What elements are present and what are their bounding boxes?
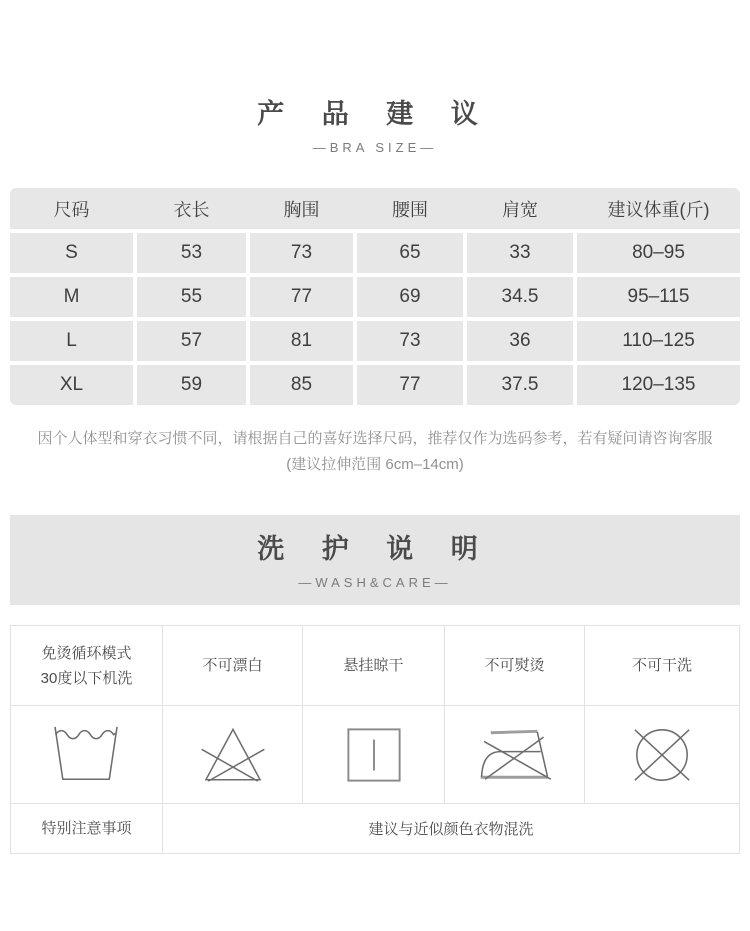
size-cell: 95–115 <box>577 277 740 317</box>
size-table-header-weight: 建议体重(斤) <box>607 199 710 220</box>
size-cell: 77 <box>357 365 463 405</box>
size-cell: 57 <box>137 321 246 361</box>
size-cell: 65 <box>357 233 463 273</box>
care-label-machine-wash: 免烫循环模式 30度以下机洗 <box>11 626 163 706</box>
size-cell: 73 <box>250 233 353 273</box>
care-table <box>10 625 740 854</box>
wash-tub-icon <box>11 706 163 804</box>
size-cell: 34.5 <box>467 277 573 317</box>
size-cell: 81 <box>250 321 353 361</box>
size-table-header-row <box>10 188 740 229</box>
care-footer-label: 特别注意事项 <box>11 804 163 853</box>
size-table-header-shoulder: 肩宽 <box>502 199 538 220</box>
size-table-header-length: 衣长 <box>173 199 210 220</box>
size-cell: 33 <box>467 233 573 273</box>
size-note-line2: (建议拉伸范围 6cm–14cm) <box>286 456 464 473</box>
no-iron-icon <box>445 706 585 804</box>
size-cell: 73 <box>357 321 463 361</box>
size-table <box>10 188 740 405</box>
size-cell: 120–135 <box>577 365 740 405</box>
care-label-no-iron: 不可熨烫 <box>445 626 585 706</box>
size-cell: 80–95 <box>577 233 740 273</box>
size-cell: 110–125 <box>577 321 740 361</box>
size-cell: S <box>10 233 133 273</box>
size-note-line1: 因个人体型和穿衣习惯不同，请根据自己的喜好选择尺码，推荐仅作为选码参考，若有疑问请咨询客服 <box>37 430 713 447</box>
care-section-header <box>10 515 740 605</box>
size-cell: 36 <box>467 321 573 361</box>
size-cell: 55 <box>137 277 246 317</box>
care-label-no-bleach: 不可漂白 <box>163 626 303 706</box>
size-cell: L <box>10 321 133 361</box>
size-cell: 37.5 <box>467 365 573 405</box>
size-cell: 77 <box>250 277 353 317</box>
size-cell: 59 <box>137 365 246 405</box>
size-note <box>0 426 750 478</box>
size-section-title: 产 品 建 议 <box>257 99 493 129</box>
care-label-drip-dry: 悬挂晾干 <box>303 626 445 706</box>
care-footer-note: 建议与近似颜色衣物混洗 <box>368 821 534 838</box>
size-cell: XL <box>10 365 133 405</box>
size-table-header-size: 尺码 <box>53 199 90 220</box>
care-section-subtitle: —WASH&CARE— <box>298 575 452 590</box>
size-table-header-waist: 腰围 <box>392 199 428 220</box>
no-bleach-icon <box>163 706 303 804</box>
size-table-header-bust: 胸围 <box>283 199 320 220</box>
drip-dry-icon <box>303 706 445 804</box>
no-dry-clean-icon <box>585 706 739 804</box>
size-cell: 53 <box>137 233 246 273</box>
size-section-header <box>0 0 750 155</box>
care-label-no-dry-clean: 不可干洗 <box>585 626 739 706</box>
size-cell: M <box>10 277 133 317</box>
size-section-subtitle: —BRA SIZE— <box>312 140 438 155</box>
size-cell: 69 <box>357 277 463 317</box>
care-section-title: 洗 护 说 明 <box>257 534 493 564</box>
size-cell: 85 <box>250 365 353 405</box>
